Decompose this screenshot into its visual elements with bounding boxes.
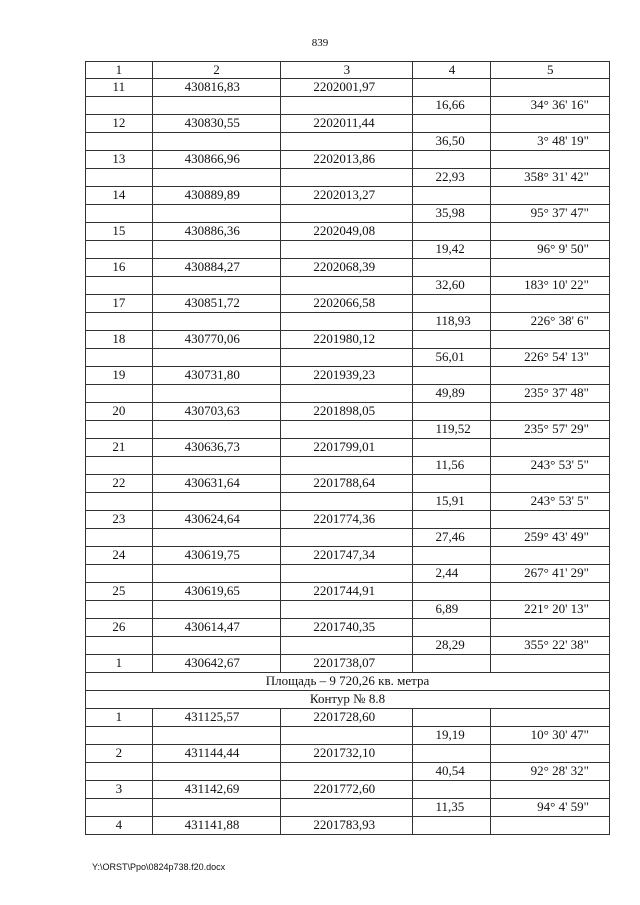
- length-cell: 35,98: [413, 205, 491, 223]
- empty-cell: [281, 421, 413, 439]
- empty-cell: [281, 385, 413, 403]
- coordinates-table: [85, 61, 610, 835]
- table-row-point: [86, 583, 610, 601]
- empty-cell: [86, 493, 153, 511]
- y-coordinate-cell: 2201774,36: [281, 511, 413, 529]
- empty-cell: [413, 709, 491, 727]
- empty-cell: [152, 601, 281, 619]
- empty-cell: [86, 205, 153, 223]
- table-row-segment: [86, 493, 610, 511]
- empty-cell: [152, 133, 281, 151]
- empty-cell: [86, 421, 153, 439]
- angle-cell: 358° 31' 42": [491, 169, 610, 187]
- empty-cell: [86, 169, 153, 187]
- point-number-cell: 18: [86, 331, 153, 349]
- y-coordinate-cell: 2201740,35: [281, 619, 413, 637]
- angle-cell: 96° 9' 50": [491, 241, 610, 259]
- empty-cell: [491, 655, 610, 673]
- table-row-segment: [86, 241, 610, 259]
- table-row-point: [86, 259, 610, 277]
- empty-cell: [413, 511, 491, 529]
- file-path-footer: Y:\ORST\Ppo\0824p738.f20.docx: [92, 862, 226, 872]
- table-row-point: [86, 331, 610, 349]
- angle-cell: 259° 43' 49": [491, 529, 610, 547]
- x-coordinate-cell: 430624,64: [152, 511, 281, 529]
- empty-cell: [86, 799, 153, 817]
- empty-cell: [152, 493, 281, 511]
- y-coordinate-cell: 2201747,34: [281, 547, 413, 565]
- angle-cell: 235° 57' 29": [491, 421, 610, 439]
- table-row-point: [86, 403, 610, 421]
- length-cell: 27,46: [413, 529, 491, 547]
- x-coordinate-cell: 430614,47: [152, 619, 281, 637]
- length-cell: 11,56: [413, 457, 491, 475]
- table-row-point: [86, 295, 610, 313]
- point-number-cell: 1: [86, 709, 153, 727]
- empty-cell: [413, 79, 491, 97]
- y-coordinate-cell: 2202001,97: [281, 79, 413, 97]
- empty-cell: [491, 331, 610, 349]
- x-coordinate-cell: 430884,27: [152, 259, 281, 277]
- length-cell: 6,89: [413, 601, 491, 619]
- angle-cell: 94° 4' 59": [491, 799, 610, 817]
- y-coordinate-cell: 2201738,07: [281, 655, 413, 673]
- empty-cell: [281, 97, 413, 115]
- empty-cell: [86, 277, 153, 295]
- table-row-segment: [86, 97, 610, 115]
- table-row-segment: [86, 349, 610, 367]
- empty-cell: [152, 349, 281, 367]
- x-coordinate-cell: 431142,69: [152, 781, 281, 799]
- y-coordinate-cell: 2201772,60: [281, 781, 413, 799]
- empty-cell: [152, 457, 281, 475]
- table-row-point: [86, 745, 610, 763]
- y-coordinate-cell: 2202066,58: [281, 295, 413, 313]
- empty-cell: [86, 349, 153, 367]
- angle-cell: 3° 48' 19": [491, 133, 610, 151]
- angle-cell: 226° 54' 13": [491, 349, 610, 367]
- empty-cell: [413, 367, 491, 385]
- table-row-segment: [86, 637, 610, 655]
- length-cell: 16,66: [413, 97, 491, 115]
- empty-cell: [491, 619, 610, 637]
- empty-cell: [413, 151, 491, 169]
- empty-cell: [413, 745, 491, 763]
- empty-cell: [413, 295, 491, 313]
- empty-cell: [413, 331, 491, 349]
- column-header: 4: [413, 62, 491, 79]
- span-cell: Контур № 8.8: [86, 691, 610, 709]
- empty-cell: [491, 367, 610, 385]
- table-row-point: [86, 439, 610, 457]
- empty-cell: [491, 511, 610, 529]
- angle-cell: 267° 41' 29": [491, 565, 610, 583]
- point-number-cell: 24: [86, 547, 153, 565]
- angle-cell: 355° 22' 38": [491, 637, 610, 655]
- empty-cell: [491, 187, 610, 205]
- empty-cell: [413, 259, 491, 277]
- y-coordinate-cell: 2202068,39: [281, 259, 413, 277]
- empty-cell: [281, 565, 413, 583]
- page-number: 839: [311, 37, 329, 49]
- x-coordinate-cell: 430889,89: [152, 187, 281, 205]
- x-coordinate-cell: 431125,57: [152, 709, 281, 727]
- point-number-cell: 25: [86, 583, 153, 601]
- point-number-cell: 17: [86, 295, 153, 313]
- empty-cell: [491, 115, 610, 133]
- point-number-cell: 13: [86, 151, 153, 169]
- empty-cell: [281, 601, 413, 619]
- angle-cell: 243° 53' 5": [491, 493, 610, 511]
- x-coordinate-cell: 430642,67: [152, 655, 281, 673]
- length-cell: 119,52: [413, 421, 491, 439]
- empty-cell: [86, 727, 153, 745]
- length-cell: 2,44: [413, 565, 491, 583]
- empty-cell: [491, 403, 610, 421]
- empty-cell: [491, 709, 610, 727]
- empty-cell: [413, 655, 491, 673]
- angle-cell: 183° 10' 22": [491, 277, 610, 295]
- length-cell: 36,50: [413, 133, 491, 151]
- empty-cell: [491, 295, 610, 313]
- point-number-cell: 4: [86, 817, 153, 835]
- x-coordinate-cell: 430636,73: [152, 439, 281, 457]
- empty-cell: [413, 547, 491, 565]
- table-row-point: [86, 709, 610, 727]
- point-number-cell: 2: [86, 745, 153, 763]
- empty-cell: [491, 547, 610, 565]
- table-row-segment: [86, 601, 610, 619]
- empty-cell: [491, 745, 610, 763]
- table-row-segment: [86, 385, 610, 403]
- table-row-span: [86, 673, 610, 691]
- point-number-cell: 16: [86, 259, 153, 277]
- empty-cell: [281, 763, 413, 781]
- empty-cell: [491, 259, 610, 277]
- point-number-cell: 22: [86, 475, 153, 493]
- empty-cell: [86, 313, 153, 331]
- span-cell: Площадь – 9 720,26 кв. метра: [86, 673, 610, 691]
- y-coordinate-cell: 2201783,93: [281, 817, 413, 835]
- x-coordinate-cell: 430886,36: [152, 223, 281, 241]
- empty-cell: [413, 817, 491, 835]
- x-coordinate-cell: 430770,06: [152, 331, 281, 349]
- y-coordinate-cell: 2201728,60: [281, 709, 413, 727]
- y-coordinate-cell: 2201980,12: [281, 331, 413, 349]
- table-row-segment: [86, 457, 610, 475]
- length-cell: 56,01: [413, 349, 491, 367]
- empty-cell: [413, 187, 491, 205]
- empty-cell: [491, 151, 610, 169]
- empty-cell: [281, 529, 413, 547]
- empty-cell: [413, 403, 491, 421]
- empty-cell: [152, 799, 281, 817]
- length-cell: 22,93: [413, 169, 491, 187]
- empty-cell: [413, 583, 491, 601]
- x-coordinate-cell: 430631,64: [152, 475, 281, 493]
- empty-cell: [491, 781, 610, 799]
- empty-cell: [152, 529, 281, 547]
- empty-cell: [86, 97, 153, 115]
- angle-cell: 235° 37' 48": [491, 385, 610, 403]
- empty-cell: [86, 601, 153, 619]
- table-row-segment: [86, 133, 610, 151]
- empty-cell: [152, 97, 281, 115]
- y-coordinate-cell: 2202013,86: [281, 151, 413, 169]
- point-number-cell: 1: [86, 655, 153, 673]
- x-coordinate-cell: 430619,65: [152, 583, 281, 601]
- table-row-segment: [86, 529, 610, 547]
- y-coordinate-cell: 2201939,23: [281, 367, 413, 385]
- angle-cell: 95° 37' 47": [491, 205, 610, 223]
- x-coordinate-cell: 430731,80: [152, 367, 281, 385]
- angle-cell: 226° 38' 6": [491, 313, 610, 331]
- empty-cell: [491, 223, 610, 241]
- table-row-segment: [86, 205, 610, 223]
- empty-cell: [152, 727, 281, 745]
- x-coordinate-cell: 430830,55: [152, 115, 281, 133]
- empty-cell: [152, 169, 281, 187]
- point-number-cell: 20: [86, 403, 153, 421]
- table-row-segment: [86, 763, 610, 781]
- empty-cell: [281, 205, 413, 223]
- point-number-cell: 21: [86, 439, 153, 457]
- column-header: 1: [86, 62, 153, 79]
- y-coordinate-cell: 2201898,05: [281, 403, 413, 421]
- table-row-segment: [86, 169, 610, 187]
- x-coordinate-cell: 431144,44: [152, 745, 281, 763]
- empty-cell: [281, 241, 413, 259]
- table-row-segment: [86, 313, 610, 331]
- empty-cell: [86, 637, 153, 655]
- empty-cell: [86, 385, 153, 403]
- point-number-cell: 12: [86, 115, 153, 133]
- angle-cell: 92° 28' 32": [491, 763, 610, 781]
- length-cell: 19,19: [413, 727, 491, 745]
- length-cell: 28,29: [413, 637, 491, 655]
- column-header: 5: [491, 62, 610, 79]
- y-coordinate-cell: 2201799,01: [281, 439, 413, 457]
- empty-cell: [413, 781, 491, 799]
- empty-cell: [491, 817, 610, 835]
- empty-cell: [152, 385, 281, 403]
- empty-cell: [152, 763, 281, 781]
- empty-cell: [152, 277, 281, 295]
- x-coordinate-cell: 430866,96: [152, 151, 281, 169]
- empty-cell: [152, 637, 281, 655]
- empty-cell: [413, 475, 491, 493]
- empty-cell: [152, 241, 281, 259]
- empty-cell: [413, 223, 491, 241]
- angle-cell: 10° 30' 47": [491, 727, 610, 745]
- empty-cell: [281, 277, 413, 295]
- y-coordinate-cell: 2201732,10: [281, 745, 413, 763]
- table-row-point: [86, 475, 610, 493]
- empty-cell: [281, 637, 413, 655]
- point-number-cell: 14: [86, 187, 153, 205]
- table-row-point: [86, 547, 610, 565]
- empty-cell: [152, 313, 281, 331]
- table-row-point: [86, 223, 610, 241]
- y-coordinate-cell: 2202013,27: [281, 187, 413, 205]
- empty-cell: [86, 241, 153, 259]
- length-cell: 32,60: [413, 277, 491, 295]
- table-row-point: [86, 187, 610, 205]
- point-number-cell: 19: [86, 367, 153, 385]
- empty-cell: [281, 727, 413, 745]
- empty-cell: [86, 763, 153, 781]
- point-number-cell: 3: [86, 781, 153, 799]
- table-row-segment: [86, 421, 610, 439]
- x-coordinate-cell: 430619,75: [152, 547, 281, 565]
- table-row-point: [86, 79, 610, 97]
- empty-cell: [86, 565, 153, 583]
- empty-cell: [491, 439, 610, 457]
- x-coordinate-cell: 431141,88: [152, 817, 281, 835]
- length-cell: 118,93: [413, 313, 491, 331]
- column-header: 3: [281, 62, 413, 79]
- empty-cell: [152, 421, 281, 439]
- table-row-point: [86, 619, 610, 637]
- table-row-span: [86, 691, 610, 709]
- empty-cell: [413, 115, 491, 133]
- table-row-segment: [86, 277, 610, 295]
- x-coordinate-cell: 430703,63: [152, 403, 281, 421]
- empty-cell: [281, 457, 413, 475]
- length-cell: 11,35: [413, 799, 491, 817]
- empty-cell: [281, 349, 413, 367]
- empty-cell: [413, 619, 491, 637]
- empty-cell: [152, 565, 281, 583]
- empty-cell: [152, 205, 281, 223]
- empty-cell: [491, 79, 610, 97]
- empty-cell: [281, 133, 413, 151]
- point-number-cell: 15: [86, 223, 153, 241]
- empty-cell: [281, 493, 413, 511]
- point-number-cell: 11: [86, 79, 153, 97]
- table-row-segment: [86, 565, 610, 583]
- empty-cell: [491, 583, 610, 601]
- table-row-segment: [86, 727, 610, 745]
- table-row-point: [86, 655, 610, 673]
- length-cell: 15,91: [413, 493, 491, 511]
- table-row-point: [86, 781, 610, 799]
- angle-cell: 221° 20' 13": [491, 601, 610, 619]
- x-coordinate-cell: 430816,83: [152, 79, 281, 97]
- empty-cell: [281, 799, 413, 817]
- empty-cell: [281, 169, 413, 187]
- table-row-point: [86, 367, 610, 385]
- length-cell: 40,54: [413, 763, 491, 781]
- length-cell: 49,89: [413, 385, 491, 403]
- empty-cell: [281, 313, 413, 331]
- empty-cell: [86, 133, 153, 151]
- y-coordinate-cell: 2201788,64: [281, 475, 413, 493]
- empty-cell: [86, 457, 153, 475]
- empty-cell: [491, 475, 610, 493]
- y-coordinate-cell: 2202011,44: [281, 115, 413, 133]
- y-coordinate-cell: 2202049,08: [281, 223, 413, 241]
- empty-cell: [86, 529, 153, 547]
- table-row-point: [86, 511, 610, 529]
- x-coordinate-cell: 430851,72: [152, 295, 281, 313]
- angle-cell: 243° 53' 5": [491, 457, 610, 475]
- table-header-row: [86, 62, 610, 79]
- empty-cell: [413, 439, 491, 457]
- table-row-segment: [86, 799, 610, 817]
- table-row-point: [86, 817, 610, 835]
- table-row-point: [86, 115, 610, 133]
- point-number-cell: 23: [86, 511, 153, 529]
- point-number-cell: 26: [86, 619, 153, 637]
- table-row-point: [86, 151, 610, 169]
- angle-cell: 34° 36' 16": [491, 97, 610, 115]
- column-header: 2: [152, 62, 281, 79]
- y-coordinate-cell: 2201744,91: [281, 583, 413, 601]
- length-cell: 19,42: [413, 241, 491, 259]
